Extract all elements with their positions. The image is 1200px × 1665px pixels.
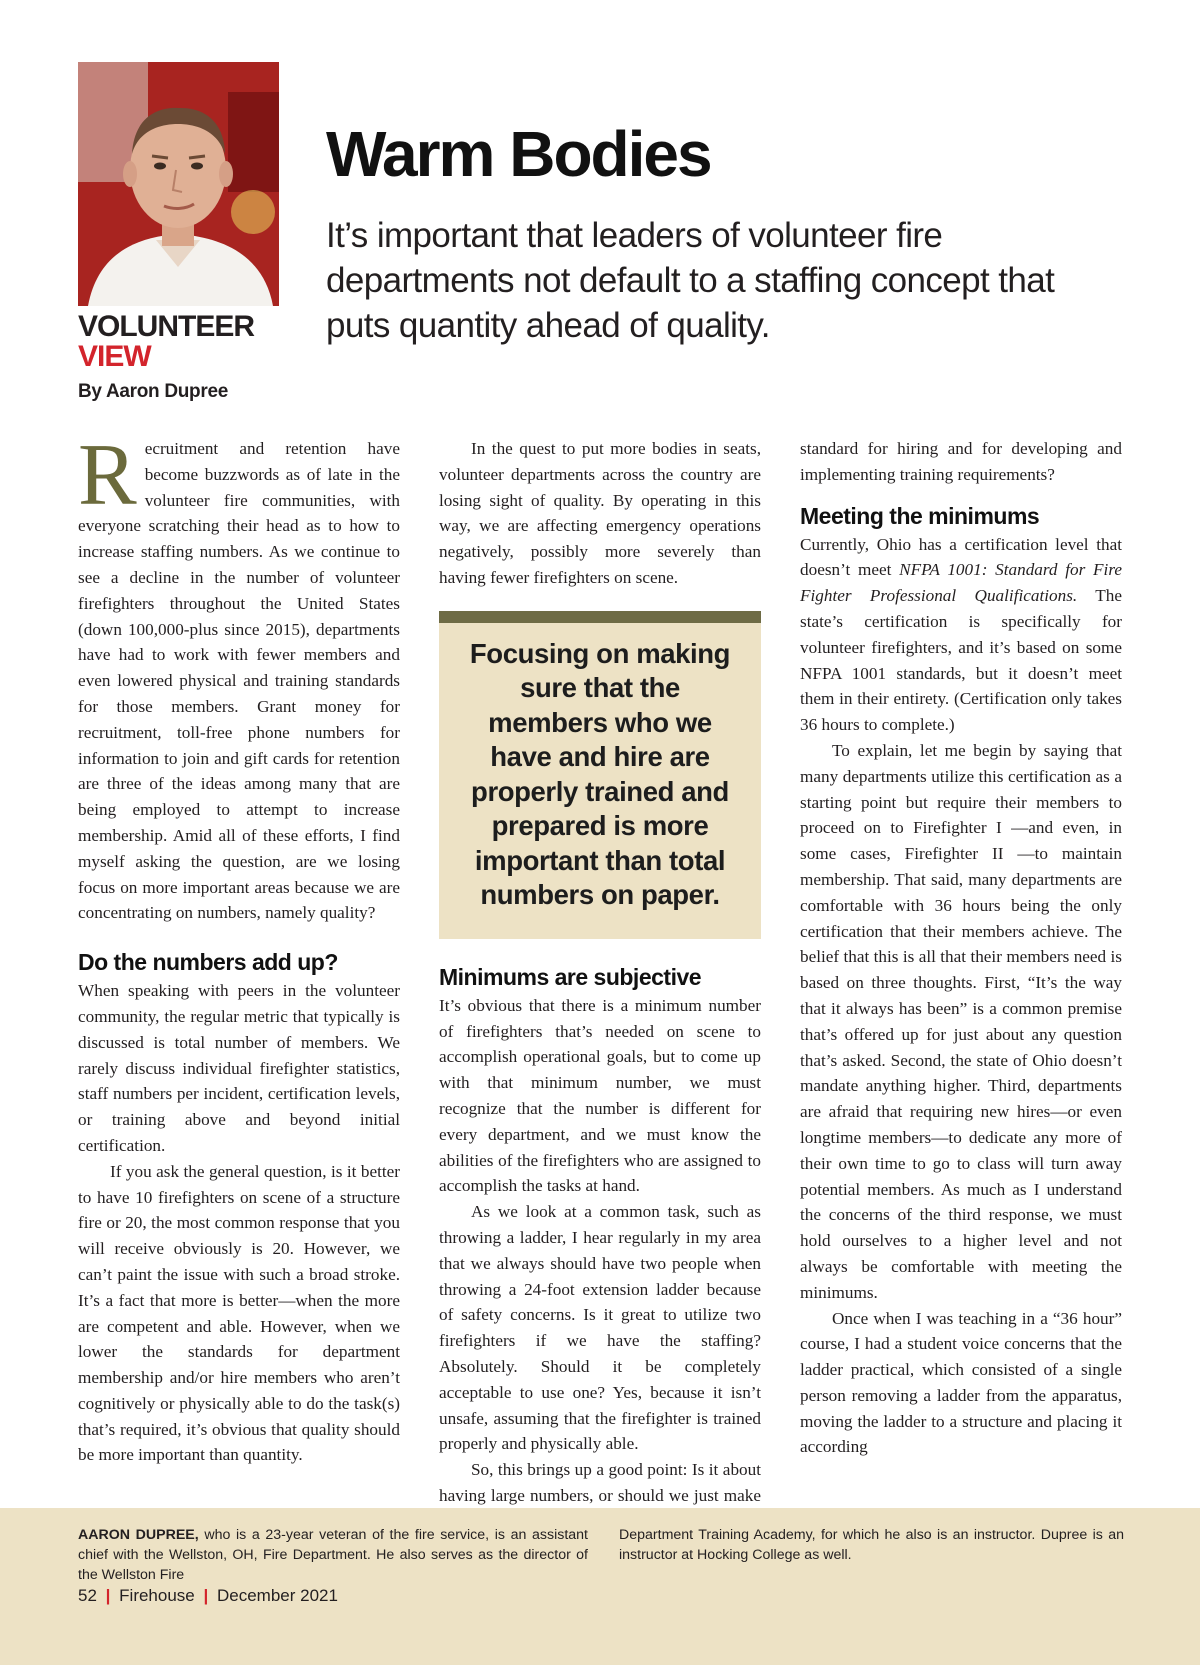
paragraph: When speaking with peers in the volunteer community, the regular metric that typically is discussed is total number of members. We rarely discuss individual firefighter statistics, staff numbers per incident, certification levels, or training above and beyond initial certification. (78, 981, 400, 1155)
page-number: 52 (78, 1586, 97, 1605)
paragraph: Once when I was teaching in a “36 hour” course, I had a student voice concerns that the ladder practical, which consisted of a single person removing a ladder from the apparatus, moving the ladder to a structure and placing it according (800, 1308, 1122, 1457)
byline: By Aaron Dupree (78, 381, 228, 402)
article-column-2 (439, 436, 761, 1535)
author-bio-continued: Department Training Academy, for which he also is an instructor. Dupree is an instructor at Hocking College as well. (619, 1527, 1124, 1563)
department-title-line2: VIEW (78, 340, 151, 373)
standard-title: NFPA 1001: Standard for Fire Fighter Professional Qualifications. (800, 560, 1122, 606)
paragraph-text: The state’s certification is specifically for volunteer firefighters, and it’s based on some NFPA 1001 standards, but it doesn’t meet them in their entirety. (Certification only takes 36 hours to complete.) (800, 586, 1122, 735)
author-bio-name: AARON DUPREE, (78, 1527, 199, 1543)
author-photo (78, 62, 279, 306)
issue-date: December 2021 (217, 1586, 338, 1605)
folio-separator: | (105, 1586, 111, 1605)
paragraph: So, this brings up a good point: Is it about having large numbers, or should we just make (439, 1460, 761, 1505)
author-bio-text: who is a 23-year veteran of the fire service, is an assistant chief with the Wellston, OH, Fire Department. He also serves as the director of the Wellston Fire (78, 1527, 588, 1583)
department-title-line1: VOLUNTEER (78, 310, 255, 343)
paragraph-text: Currently, Ohio has a certification level that doesn’t meet (800, 534, 1122, 580)
paragraph: standard for hiring and for developing and implementing training requirements? (800, 439, 1122, 484)
paragraph-text: ecruitment and retention have become buzzwords as of late in the volunteer fire communities, with everyone scratching their head as to how to increase staffing numbers. As we continue to see a decline in the number of volunteer firefighters throughout the United States (down 100,000-plus since 2015), departments have had to work with fewer members and even lowered physical and training standards for those members. Grant money for recruitment, toll-free phone numbers for information to join and gift cards for retention are three of the ideas among many that are being employed to attempt to increase membership. Amid all of these efforts, I find myself asking the question, are we losing focus on more important areas because we are concentrating on numbers, namely quality? (78, 439, 400, 923)
article-column-3 (800, 436, 1122, 1460)
magazine-name: Firehouse (119, 1586, 195, 1605)
paragraph: It’s obvious that there is a minimum number of firefighters that’s needed on scene to accomplish operational goals, but to come up with that minimum number, we must recognize that the number is different for every department, and we must know the abilities of the firefighters who are assigned to accomplish the tasks at hand. (439, 995, 761, 1196)
paragraph (800, 532, 1122, 738)
author-portrait-icon (78, 62, 279, 306)
pull-quote: Focusing on making sure that the members who we have and hire are properly trained and prepared is more important than total numbers on paper. (439, 611, 761, 939)
page-folio (78, 1586, 338, 1606)
paragraph: To explain, let me begin by saying that many departments utilize this certification as a starting point but require their members to proceed on to Firefighter I —and even, in some cases, Firefighter II —to maintain membership. That said, many departments are comfortable with 36 hours being the only certification that their members achieve. The belief that this is all that their members need is based on three thoughts. First, “It’s the way that it always has been” is a common premise that’s offered up for just about any question that’s asked. Second, the state of Ohio doesn’t mandate anything higher. Third, departments are afraid that requiring new hires—or even longtime members—to dedicate any more of their own time to go to class will turn away potential members. As much as I understand the concerns of the third response, we must hold ourselves to a higher level and not always be comfortable with meeting the minimums. (800, 740, 1122, 1302)
paragraph: If you ask the general question, is it better to have 10 firefighters on scene of a structure fire or 20, the most common response that you will receive obviously is 20. However, we can’t paint the issue with such a broad stroke. It’s a fact that more is better—when the more are competent and able. However, when we lower the standards for department membership and/or hire members who aren’t cognitively or physically able to do the task(s) that’s required, it’s obvious that quality should be more important than quantity. (78, 1161, 400, 1465)
author-bio (78, 1525, 588, 1585)
paragraph (78, 427, 400, 926)
drop-cap: R (78, 427, 137, 524)
subhead: Meeting the minimums (800, 502, 1040, 529)
headline: Warm Bodies (326, 118, 711, 190)
folio-separator: | (203, 1586, 209, 1605)
subhead: Minimums are subjective (439, 963, 702, 990)
paragraph: As we look at a common task, such as throwing a ladder, I hear regularly in my area that we always should have two people when throwing a 24-foot extension ladder because of safety concerns. Is it great to utilize two firefighters if we have the staffing? Absolutely. Should it be completely acceptable to use one? Yes, because it isn’t unsafe, assuming that the firefighter is trained properly and physically able. (439, 1202, 761, 1454)
deck: It’s important that leaders of volunteer fire departments not default to a staffing concept that puts quantity ahead of quality. (326, 216, 1055, 345)
paragraph: In the quest to put more bodies in seats, volunteer departments across the country are losing sight of quality. By operating in this way, we are affecting emergency operations negatively, possibly more severely than having fewer firefighters on scene. (439, 439, 761, 587)
article-column-1 (78, 427, 400, 1468)
subhead: Do the numbers add up? (78, 949, 338, 976)
department-title (78, 312, 254, 372)
